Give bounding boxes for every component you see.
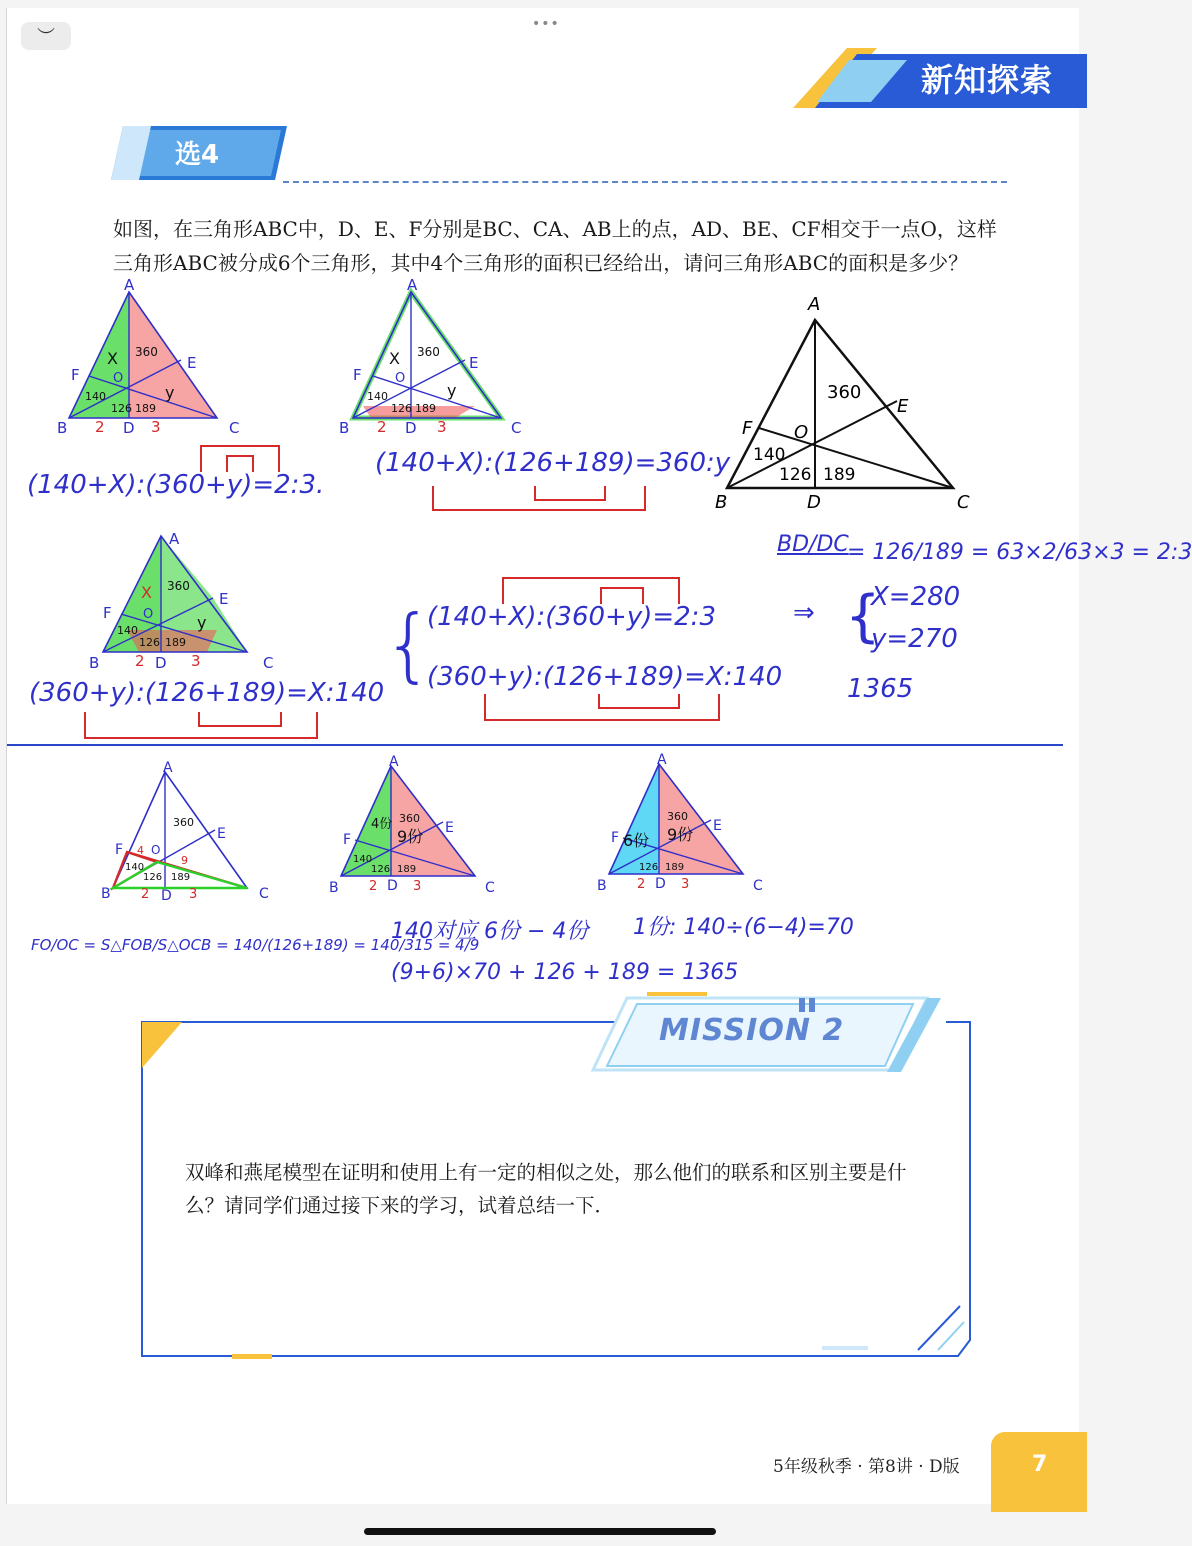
mission-label: MISSION 2 [659, 1013, 845, 1048]
bracket-system-1 [497, 572, 687, 606]
point-f-label: F [742, 418, 753, 439]
point-o-label: O [113, 371, 124, 386]
one-share-value: 1份: 140÷(6−4)=70 [633, 915, 854, 940]
area-label-360: 360 [417, 345, 440, 359]
vertex-b-label: B [329, 880, 339, 896]
unknown-y-label: y [165, 383, 175, 402]
annotated-triangle-2 [335, 278, 545, 438]
ratio-3-label: 3 [151, 418, 161, 436]
area-label-189: 189 [135, 402, 156, 415]
ratio-2-label: 2 [135, 652, 145, 670]
area-label-140: 140 [753, 445, 786, 465]
area-label-126: 126 [391, 402, 412, 415]
unknown-y-label: y [197, 613, 207, 632]
point-o-label: O [794, 422, 809, 443]
ratio-3-label: 3 [681, 877, 690, 892]
unknown-x-label: X [141, 583, 152, 602]
solution-total: 1365 [847, 674, 914, 704]
vertex-c-label: C [485, 880, 495, 896]
ratio-3-label: 3 [189, 887, 198, 902]
bracket-eq1 [197, 442, 287, 474]
final-calculation: (9+6)×70 + 126 + 189 = 1365 [391, 960, 739, 985]
vertex-a-label: A [657, 752, 667, 768]
area-label-126: 126 [639, 862, 659, 873]
vertex-c-label: C [753, 878, 763, 894]
point-o-label: O [151, 843, 161, 857]
ratio-2-label: 2 [95, 418, 105, 436]
area-label-140: 140 [117, 624, 138, 637]
point-e-label: E [217, 826, 226, 842]
area-label-140: 140 [125, 862, 145, 873]
solution-y: y=270 [871, 624, 958, 654]
vertex-a-label: A [389, 754, 399, 770]
bracket-eq2 [427, 482, 657, 516]
area-label-126: 126 [139, 636, 160, 649]
share-correspondence: 140对应 6份 − 4份 [391, 919, 589, 944]
ratio-2-label: 2 [141, 887, 150, 902]
drag-handle-icon[interactable]: ••• [532, 16, 560, 32]
area-label-360: 360 [135, 345, 158, 359]
area-label-140: 140 [85, 390, 106, 403]
share-9-label: 9份 [667, 825, 694, 844]
point-e-label: E [219, 590, 229, 608]
annotated-triangle-5 [327, 750, 507, 900]
point-f-label: F [103, 604, 112, 622]
vertex-c-label: C [263, 654, 274, 672]
area-label-140: 140 [367, 390, 388, 403]
area-label-189: 189 [415, 402, 436, 415]
vertex-b-label: B [597, 878, 607, 894]
vertex-b-label: B [57, 419, 68, 437]
share-4-label: 4份 [371, 817, 393, 832]
share-6-label: 6份 [623, 831, 650, 850]
printed-triangle-figure [707, 288, 977, 518]
point-f-label: F [115, 842, 124, 858]
section-divider [7, 744, 1063, 746]
vertex-c-label: C [259, 886, 269, 902]
ratio-3-label: 3 [437, 418, 447, 436]
ratio-3-label: 3 [191, 652, 201, 670]
area-label-126: 126 [111, 402, 132, 415]
point-d-label: D [405, 419, 417, 437]
implies-arrow-icon: ⇒ [793, 598, 815, 628]
ratio-4-label: 4 [137, 844, 144, 857]
point-e-label: E [469, 354, 479, 372]
point-f-label: F [611, 830, 620, 846]
ratio-derivation: = 126/189 = 63×2/63×3 = 2:3 [847, 540, 1192, 565]
vertex-c-label: C [229, 419, 240, 437]
ratio-2-label: 2 [377, 418, 387, 436]
point-d-label: D [655, 876, 666, 892]
vertex-c-label: C [957, 492, 970, 513]
area-label-126: 126 [779, 465, 812, 485]
collapse-button[interactable] [21, 22, 71, 50]
vertex-b-label: B [339, 419, 350, 437]
course-info: 5年级秋季 · 第8讲 · D版 [773, 1457, 960, 1477]
vertex-a-label: A [163, 760, 173, 776]
area-label-189: 189 [397, 864, 417, 875]
page-number: 7 [1032, 1452, 1048, 1477]
section-title: 新知探索 [920, 61, 1053, 99]
vertex-c-label: C [511, 419, 522, 437]
vertex-b-label: B [101, 886, 111, 902]
point-e-label: E [445, 820, 454, 836]
point-d-label: D [123, 419, 135, 437]
point-f-label: F [343, 832, 352, 848]
vertex-a-label: A [124, 276, 135, 294]
unknown-y-label: y [447, 381, 457, 400]
bracket-system-2 [479, 690, 729, 724]
point-d-label: D [387, 878, 398, 894]
solution-x: X=280 [871, 582, 961, 612]
ratio-2-label: 2 [637, 877, 646, 892]
annotated-triangle-4 [97, 758, 277, 904]
area-label-360: 360 [667, 810, 688, 823]
unknown-x-label: X [389, 349, 400, 368]
ratio-2-label: 2 [369, 879, 378, 894]
area-label-189: 189 [665, 862, 685, 873]
area-label-360: 360 [167, 579, 190, 593]
share-9-label: 9份 [397, 827, 424, 846]
point-d-label: D [161, 888, 172, 904]
ratio-3-label: 3 [413, 879, 422, 894]
point-f-label: F [71, 366, 80, 384]
area-label-360: 360 [173, 816, 194, 829]
vertex-a-label: A [169, 530, 180, 548]
area-label-189: 189 [165, 636, 186, 649]
area-label-360: 360 [827, 382, 862, 403]
ratio-bd-dc: BD/DC [777, 532, 849, 557]
area-label-126: 126 [371, 864, 391, 875]
point-e-label: E [897, 396, 909, 417]
annotated-triangle-6 [595, 748, 775, 898]
dashed-separator [283, 181, 1007, 183]
area-label-140: 140 [353, 854, 373, 865]
area-label-189: 189 [171, 872, 191, 883]
system-equation-2: (360+y):(126+189)=X:140 [427, 662, 783, 692]
problem-statement: 如图，在三角形ABC中，D、E、F分别是BC、CA、AB上的点，AD、BE、CF相交于一点O，这样三角形ABC被分成6个三角形，其中4个三角形的面积已经给出，请问三角形ABC的面积是多少？ [113, 217, 997, 275]
point-d-label: D [807, 492, 821, 513]
annotated-triangle-3 [87, 524, 287, 674]
brace-icon: { [383, 598, 434, 691]
equation-1: (140+X):(360+y)=2:3. [27, 470, 325, 500]
vertex-b-label: B [715, 492, 728, 513]
vertex-b-label: B [89, 654, 100, 672]
solution-brace-icon: { [845, 584, 881, 649]
point-d-label: D [155, 654, 167, 672]
equation-3: (360+y):(126+189)=X:140 [29, 678, 385, 708]
textbook-page [6, 8, 1192, 1504]
ratio-9-label: 9 [181, 854, 188, 867]
point-e-label: E [713, 818, 722, 834]
system-equation-1: (140+X):(360+y)=2:3 [427, 602, 716, 632]
choice-tag-label: 选4 [175, 140, 220, 170]
mission-text: 双峰和燕尾模型在证明和使用上有一定的相似之处，那么他们的联系和区别主要是什么？请同学们通过接下来的学习，试着总结一下． [185, 1161, 907, 1217]
bracket-eq3 [79, 708, 329, 744]
vertex-a-label: A [808, 294, 821, 315]
point-o-label: O [143, 607, 154, 622]
point-o-label: O [395, 371, 406, 386]
vertex-a-label: A [407, 276, 418, 294]
chevron-down-icon: ︶ [37, 27, 55, 48]
annotated-triangle-1 [51, 278, 261, 438]
area-label-189: 189 [823, 465, 856, 485]
unknown-x-label: X [107, 349, 118, 368]
fo-oc-ratio: FO/OC = S△FOB/S△OCB = 140/(126+189) = 140/315 = 4/9 [31, 936, 480, 954]
equation-2: (140+X):(126+189)=360:y [375, 448, 731, 478]
home-indicator[interactable] [364, 1528, 716, 1535]
area-label-126: 126 [143, 872, 163, 883]
point-e-label: E [187, 354, 197, 372]
area-label-360: 360 [399, 812, 420, 825]
point-f-label: F [353, 366, 362, 384]
